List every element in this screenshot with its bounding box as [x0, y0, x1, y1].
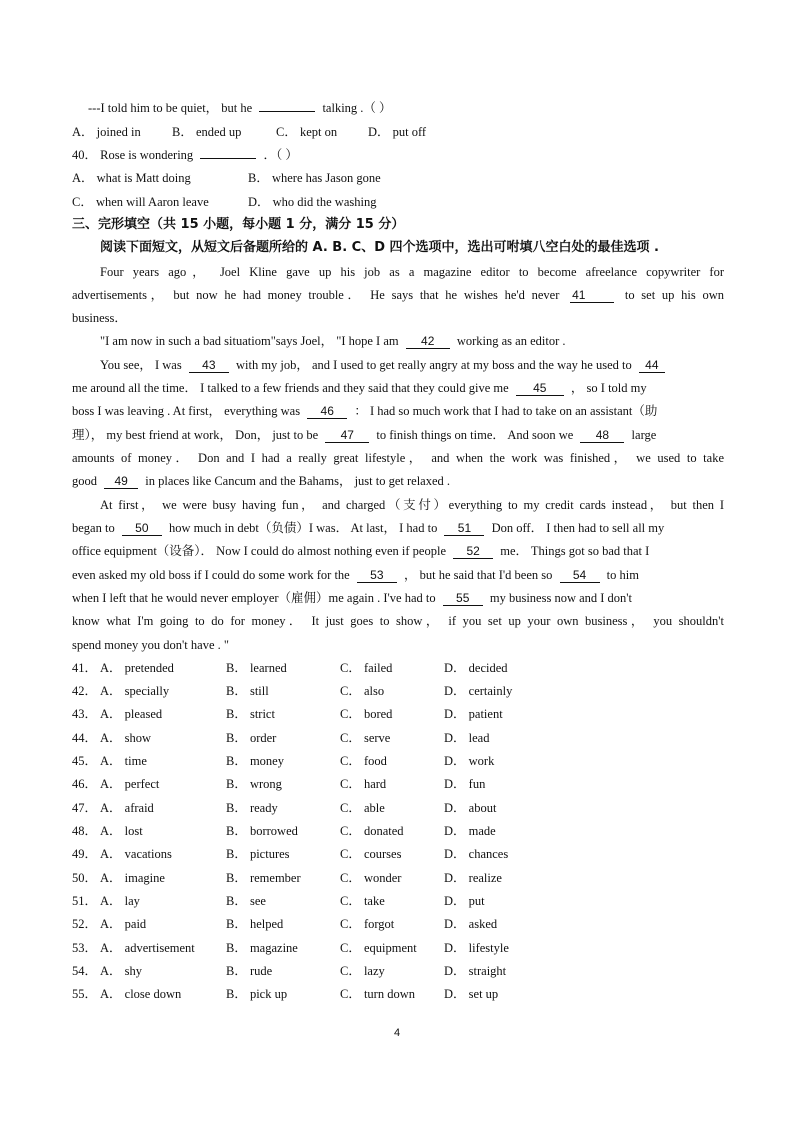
q40-option-c: C． when will Aaron leave	[72, 195, 209, 209]
passage-p1-line3: business．	[72, 311, 127, 325]
option-c: C． failed	[340, 661, 393, 675]
option-d: D． asked	[444, 917, 498, 931]
option-d: D． patient	[444, 707, 503, 721]
option-b: B． money	[226, 754, 284, 768]
passage-text: to set up his own	[624, 288, 725, 302]
blank-43: 43	[189, 359, 229, 373]
option-b: B． rude	[226, 964, 273, 978]
option-d: D． set up	[444, 987, 499, 1001]
passage-p4-line6: know what I'm going to do for money． It just goes to show， if you set up your own business， you shouldn't	[72, 614, 724, 628]
option-a: A． lay	[100, 894, 140, 908]
question-number: 45．	[72, 754, 98, 768]
passage-text: how much in debt（负债）I was． At last， I had to	[168, 521, 438, 535]
option-b: B． magazine	[226, 941, 298, 955]
passage-text: when I left that he would never employer（雇佣）me again . I've had to	[72, 591, 436, 605]
blank-50: 50	[122, 522, 162, 536]
option-b: B． pictures	[226, 847, 290, 861]
option-d: D． put	[444, 894, 485, 908]
option-b: B． pick up	[226, 987, 288, 1001]
question-row	[72, 846, 724, 862]
option-a: A． perfect	[100, 777, 160, 791]
question-row	[72, 800, 724, 816]
question-number: 49．	[72, 847, 98, 861]
passage-p3-line2	[72, 380, 724, 396]
option-d: D． about	[444, 801, 497, 815]
question-row	[72, 893, 724, 909]
blank-47: 47	[325, 429, 369, 443]
page-number: 4	[393, 1027, 401, 1039]
section-instruction: 阅读下面短文，从短文后备题所给的 A. B. C、D 四个选项中，选出可咐填八空白处的最佳选项 .	[100, 240, 659, 255]
passage-text: "I am now in such a bad situatiom"says Joel， "I hope I am	[100, 334, 399, 348]
option-c: C． also	[340, 684, 385, 698]
blank-45: 45	[516, 382, 564, 396]
option-c: C． lazy	[340, 964, 385, 978]
option-b: B． still	[226, 684, 269, 698]
q39-blank	[259, 111, 315, 112]
option-a: A． show	[100, 731, 152, 745]
option-d: D． work	[444, 754, 495, 768]
q40-blank	[200, 158, 256, 159]
passage-text: to him	[606, 568, 639, 582]
q40-option-b: B． where has Jason gone	[248, 171, 381, 185]
option-c: C． courses	[340, 847, 402, 861]
passage-text: me around all the time． I talked to a few friends and they said that they could give me	[72, 381, 509, 395]
question-number: 44．	[72, 731, 98, 745]
option-a: A． afraid	[100, 801, 154, 815]
passage-p3-line1	[100, 357, 724, 373]
question-row	[72, 963, 724, 979]
question-row	[72, 916, 724, 932]
option-b: B． see	[226, 894, 266, 908]
option-a: A． pleased	[100, 707, 163, 721]
passage-text: with my job， and I used to get really angry at my boss and the way he used to	[235, 358, 632, 372]
q39-option-a: A． joined in	[72, 125, 141, 139]
question-number: 55．	[72, 987, 98, 1001]
question-number: 43．	[72, 707, 98, 721]
passage-text: boss I was leaving . At first， everything was	[72, 404, 301, 418]
question-row	[72, 823, 724, 839]
question-number: 52．	[72, 917, 98, 931]
blank-44: 44	[639, 359, 665, 373]
question-number: 41．	[72, 661, 98, 675]
option-a: A． close down	[100, 987, 182, 1001]
passage-text: to finish things on time． And soon we	[376, 428, 574, 442]
blank-41: 41	[570, 289, 614, 303]
option-b: B． helped	[226, 917, 284, 931]
q40-options-row1	[72, 170, 724, 186]
question-row	[72, 986, 724, 1002]
passage-text: began to	[72, 521, 115, 535]
passage-p3-line5: amounts of money． Don and I had a really great lifestyle， and when the work was finished， we used to take	[72, 451, 724, 465]
question-number: 54．	[72, 964, 98, 978]
passage-p4-line7: spend money you don't have . "	[72, 638, 229, 652]
option-a: A． specially	[100, 684, 170, 698]
question-row	[72, 940, 724, 956]
q40-tail-text: ．（ ）	[263, 148, 298, 162]
q39-option-d: D． put off	[368, 125, 427, 139]
blank-48: 48	[580, 429, 624, 443]
q39-option-c: C． kept on	[276, 125, 338, 139]
option-d: D． lead	[444, 731, 490, 745]
passage-text: ， but he said that I'd been so	[403, 568, 553, 582]
option-a: A． lost	[100, 824, 143, 838]
passage-p3-line3	[72, 403, 724, 419]
q39-stem	[88, 100, 712, 116]
question-row	[72, 730, 724, 746]
option-c: C． able	[340, 801, 385, 815]
passage-text: in places like Cancum and the Bahams， just to get relaxed .	[145, 474, 451, 488]
option-c: C． food	[340, 754, 387, 768]
q39-options	[72, 124, 724, 140]
option-c: C． hard	[340, 777, 387, 791]
option-b: B． borrowed	[226, 824, 298, 838]
question-row	[72, 660, 724, 676]
question-number: 51．	[72, 894, 98, 908]
option-c: C． turn down	[340, 987, 416, 1001]
option-a: A． advertisement	[100, 941, 195, 955]
option-b: B． ready	[226, 801, 278, 815]
option-c: C． donated	[340, 824, 404, 838]
option-d: D． lifestyle	[444, 941, 509, 955]
option-c: C． take	[340, 894, 385, 908]
option-a: A． vacations	[100, 847, 172, 861]
q40-stem	[72, 147, 724, 163]
option-d: D． certainly	[444, 684, 513, 698]
question-number: 47．	[72, 801, 98, 815]
q39-stem-text: ---I told him to be quiet， but he	[88, 101, 253, 115]
q40-option-a: A． what is Matt doing	[72, 171, 191, 185]
option-c: C． serve	[340, 731, 391, 745]
blank-52: 52	[453, 545, 493, 559]
passage-text: Don off． I then had to sell all my	[491, 521, 665, 535]
question-row	[72, 870, 724, 886]
passage-text: good	[72, 474, 97, 488]
option-d: D． decided	[444, 661, 508, 675]
question-number: 48．	[72, 824, 98, 838]
section-heading: 三、完形填空（共 15 小题，每小题 1 分，满分 15 分）	[72, 217, 405, 232]
blank-46: 46	[307, 405, 347, 419]
option-c: C． forgot	[340, 917, 395, 931]
question-row	[72, 776, 724, 792]
option-a: A． imagine	[100, 871, 165, 885]
passage-text: You see， I was	[100, 358, 182, 372]
passage-text: my business now and I don't	[489, 591, 633, 605]
passage-text: ： I had so much work that I had to take on an assistant（助	[354, 404, 658, 418]
blank-49: 49	[104, 475, 138, 489]
option-d: D． fun	[444, 777, 486, 791]
option-a: A． paid	[100, 917, 147, 931]
blank-51: 51	[444, 522, 484, 536]
passage-text: advertisements， but now he had money trouble． He says that he wishes he'd never	[72, 288, 560, 302]
blank-55: 55	[443, 592, 483, 606]
question-row	[72, 683, 724, 699]
q40-option-d: D． who did the washing	[248, 195, 377, 209]
passage-p4-line4	[72, 567, 724, 583]
q40-options-row2	[72, 194, 724, 210]
passage-p3-line6	[72, 473, 724, 489]
q39-tail-text: talking .（ ）	[322, 101, 392, 115]
q40-stem-text: 40． Rose is wondering	[72, 148, 194, 162]
passage-text: large	[631, 428, 657, 442]
passage-text: ， so I told my	[570, 381, 647, 395]
option-b: B． wrong	[226, 777, 282, 791]
blank-53: 53	[357, 569, 397, 583]
option-d: D． straight	[444, 964, 507, 978]
option-b: B． order	[226, 731, 277, 745]
option-c: C． bored	[340, 707, 393, 721]
option-b: B． strict	[226, 707, 275, 721]
option-a: A． time	[100, 754, 147, 768]
option-d: D． chances	[444, 847, 509, 861]
option-a: A． shy	[100, 964, 143, 978]
question-number: 53．	[72, 941, 98, 955]
question-row	[72, 706, 724, 722]
option-b: B． remember	[226, 871, 301, 885]
option-c: C． equipment	[340, 941, 417, 955]
q39-option-b: B． ended up	[172, 125, 242, 139]
passage-text: me． Things got so bad that I	[500, 544, 650, 558]
option-a: A． pretended	[100, 661, 174, 675]
passage-p4-line3	[72, 543, 724, 559]
question-row	[72, 753, 724, 769]
passage-p2-line1	[100, 333, 724, 349]
option-d: D． made	[444, 824, 496, 838]
passage-p4-line1: At first， we were busy having fun， and charged（支付）everything to my credit cards instead， but then I	[100, 498, 724, 512]
question-number: 42．	[72, 684, 98, 698]
question-number: 46．	[72, 777, 98, 791]
option-d: D． realize	[444, 871, 502, 885]
question-number: 50．	[72, 871, 98, 885]
passage-p1-line2	[72, 287, 724, 303]
passage-text: even asked my old boss if I could do some work for the	[72, 568, 350, 582]
passage-text: 理）， my best friend at work， Don， just to be	[72, 428, 319, 442]
passage-p1-line1: Four years ago， Joel Kline gave up his job as a magazine editor to become afreelance copywriter for	[100, 265, 724, 279]
passage-p4-line5	[72, 590, 724, 606]
blank-42: 42	[406, 335, 450, 349]
blank-54: 54	[560, 569, 600, 583]
option-c: C． wonder	[340, 871, 402, 885]
option-b: B． learned	[226, 661, 287, 675]
passage-p4-line2	[72, 520, 724, 536]
passage-p3-line4	[72, 427, 724, 443]
passage-text: working as an editor .	[456, 334, 566, 348]
passage-text: office equipment（设备）． Now I could do almost nothing even if people	[72, 544, 446, 558]
